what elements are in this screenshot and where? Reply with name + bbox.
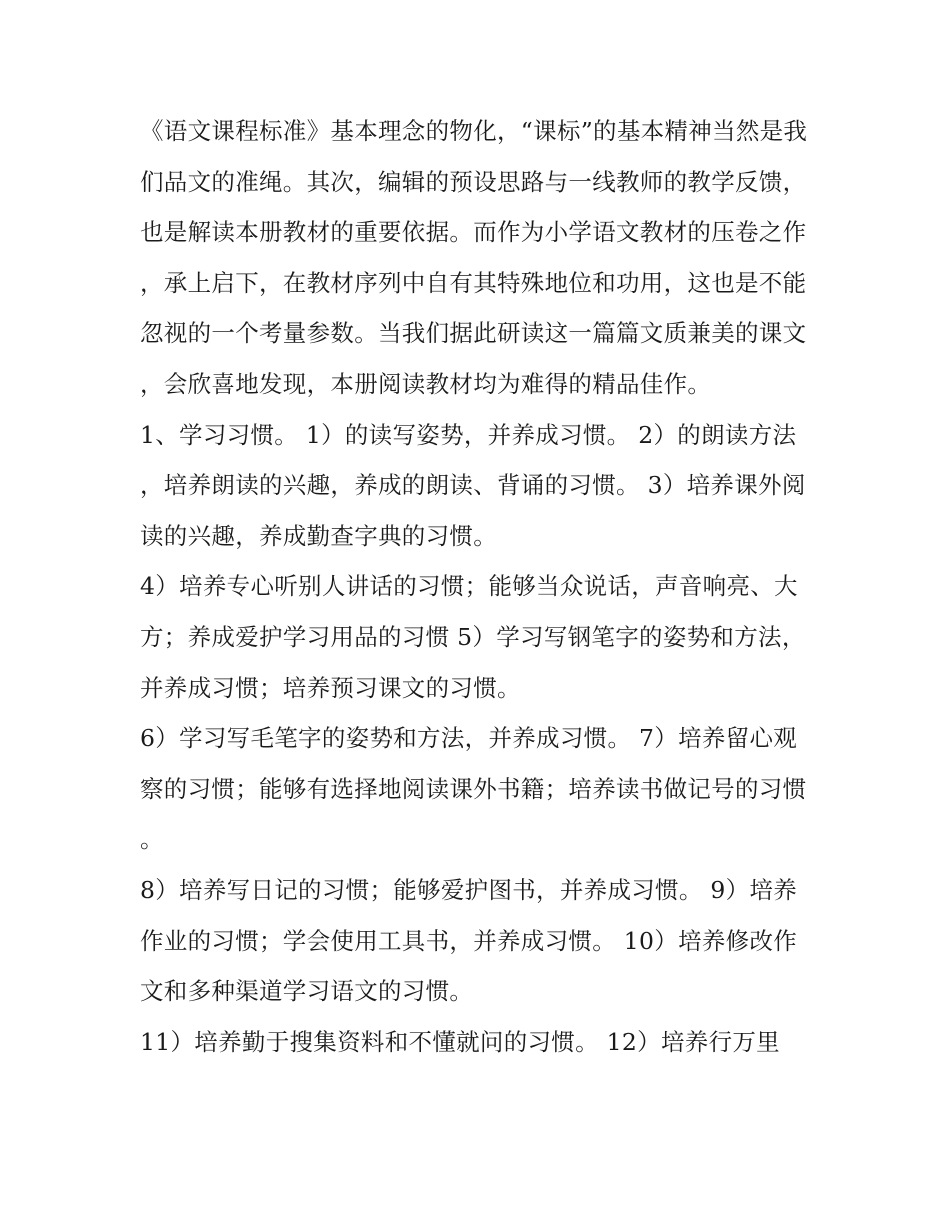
paragraph-habits-4: 4）培养专心听别人讲话的习惯；能够当众说话，声音响亮、大方；养成爱护学习用品的习惯 5）学习写钢笔字的姿势和方法，并养成习惯；培养预习课文的习惯。: [140, 572, 806, 702]
paragraph-habits-1: 1、学习习惯。 1）的读写姿势，并养成习惯。 2）的朗读方法，培养朗读的兴趣，养成的朗读、背诵的习惯。 3）培养课外阅读的兴趣，养成勤查字典的习惯。: [140, 420, 806, 550]
paragraph-intro: 《语文课程标准》基本理念的物化，“课标”的基本精神当然是我们品文的准绳。其次，编辑的预设思路与一线教师的教学反馈，也是解读本册教材的重要依据。而作为小学语文教材的压卷之作，承上启下，在教材序列中自有其特殊地位和功用，这也是不能忽视的一个考量参数。当我们据此研读这一篇篇文质兼美的课文，会欣喜地发现，本册阅读教材均为难得的精品佳作。: [140, 117, 808, 398]
paragraph-habits-8: 8）培养写日记的习惯；能够爱护图书，并养成习惯。 9）培养作业的习惯；学会使用工具书，并养成习惯。 10）培养修改作文和多种渠道学习语文的习惯。: [140, 875, 798, 1006]
paragraph-habits-11: 11）培养勤于搜集资料和不懂就问的习惯。 12）培养行万里: [140, 1027, 780, 1056]
document-body: [140, 106, 812, 1067]
paragraph-habits-6: 6）学习写毛笔字的姿势和方法，并养成习惯。 7）培养留心观察的习惯；能够有选择地阅读课外书籍；培养读书做记号的习惯。: [140, 724, 807, 854]
